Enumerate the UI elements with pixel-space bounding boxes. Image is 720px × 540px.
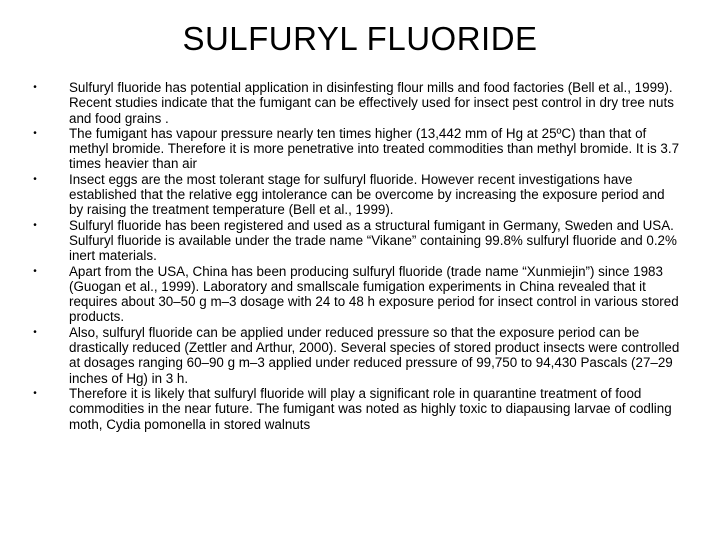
bullet-list (33, 80, 682, 432)
bullet-text: Sulfuryl fluoride has been registered and used as a structural fumigant in Germany, Sweden and USA. Sulfuryl fluoride is available under the trade name “Vikane” containing 99.8% sulfuryl fluoride and 0.2% inert materials. (69, 217, 677, 264)
bullet-dot-icon: • (33, 173, 37, 185)
bullet-dot-icon: • (33, 82, 37, 93)
bullet-text: Sulfuryl fluoride has potential application in disinfesting flour mills and food factories (Bell et al., 1999). Recent studies indicate that the fumigant can be effectively used for insect pest control in dry tree nuts and food grains . (69, 80, 674, 126)
bullet-text: The fumigant has vapour pressure nearly ten times higher (13,442 mm of Hg at 25ºC) than that of methyl bromide. Therefore it is more penetrative into treated commodities than methyl bromide. It is 3.7 times heavier than air (69, 125, 680, 172)
bullet-item (33, 263, 682, 325)
bullet-text: Therefore it is likely that sulfuryl fluoride will play a significant role in quarantine treatment of food commodities in the near future. The fumigant was noted as highly toxic to diapausing larvae of codling moth, Cydia pomonella in stored walnuts (69, 385, 672, 432)
bullet-dot-icon: • (33, 326, 37, 338)
bullet-dot-icon: • (33, 387, 37, 399)
bullet-dot-icon: • (33, 265, 37, 277)
bullet-text: Insect eggs are the most tolerant stage for sulfuryl fluoride. However recent investigations have established that the relative egg intolerance can be overcome by increasing the exposure period and by raising the treatment temperature (Bell et al., 1999). (69, 171, 665, 218)
bullet-text: Also, sulfuryl fluoride can be applied under reduced pressure so that the exposure period can be drastically reduced (Zettler and Arthur, 2000). Several species of stored product insects were controlled at dosages ranging 60–90 g m–3 applied under reduced pressure of 99,750 to 94,430 Pascals (27–29 inches of Hg) in 3 h. (69, 324, 680, 386)
bullet-item (33, 171, 682, 218)
bullet-dot-icon: • (33, 219, 37, 231)
bullet-dot-icon: • (33, 127, 37, 139)
bullet-text: Apart from the USA, China has been producing sulfuryl fluoride (trade name “Xunmiejin”) since 1983 (Guogan et al., 1999). Laboratory and smallscale fumigation experiments in China revealed that it requires about 30–50 g m–3 dosage with 24 to 48 h exposure period for insect control in various stored products. (69, 263, 679, 325)
page-title: SULFURYL FLUORIDE (182, 20, 538, 57)
bullet-item (33, 125, 682, 172)
bullet-item (33, 80, 682, 126)
bullet-item (33, 217, 682, 264)
bullet-item (33, 324, 682, 386)
bullet-item (33, 385, 682, 432)
